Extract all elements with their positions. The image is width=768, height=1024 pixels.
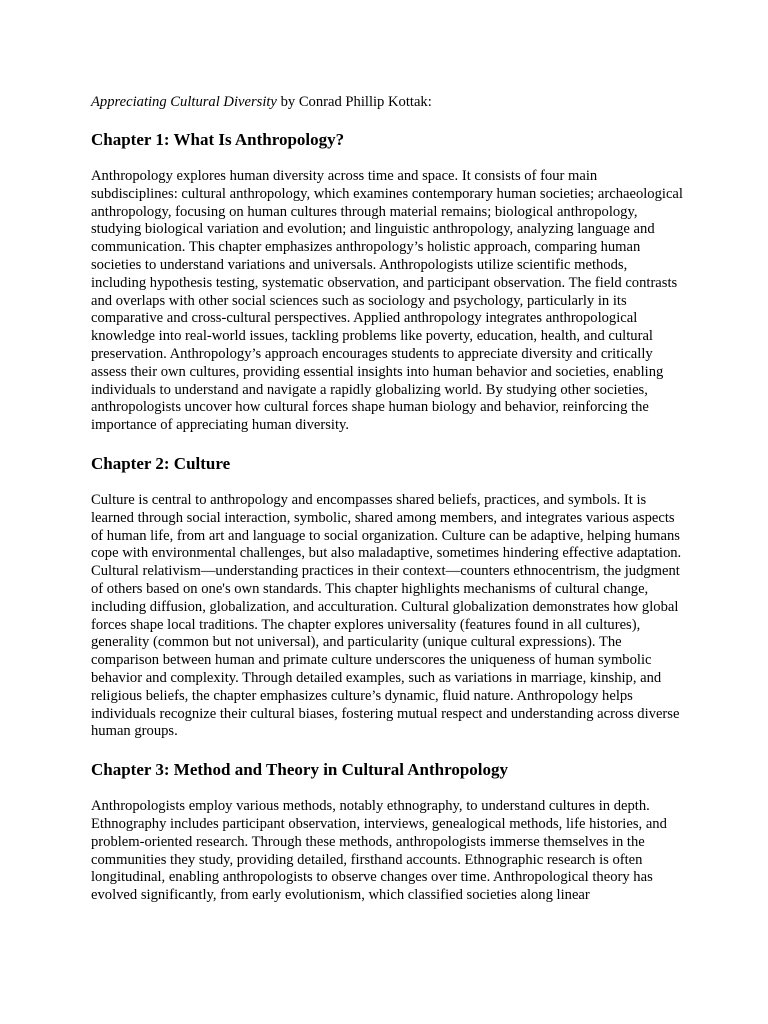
document-intro [91,93,683,111]
chapter-1-body: Anthropology explores human diversity across time and space. It consists of four main subdisciplines: cultural anthropology, which examines contemporary human societies; archaeological anthropology, focusing on human cultures through material remains; biological anthropology, studying biological variation and evolution; and linguistic anthropology, analyzing language and communication. This chapter emphasizes anthropology’s holistic approach, comparing human societies to understand variations and universals. Anthropologists utilize scientific methods, including hypothesis testing, systematic observation, and participant observation. The field contrasts and overlaps with other social sciences such as sociology and psychology, particularly in its comparative and cross-cultural perspectives. Applied anthropology integrates anthropological knowledge into real-world issues, tackling problems like poverty, education, health, and cultural preservation. Anthropology’s approach encourages students to appreciate diversity and critically assess their own cultures, providing essential insights into human behavior and societies, enabling individuals to understand and navigate a rapidly globalizing world. By studying other societies, anthropologists uncover how cultural forces shape human biology and behavior, reinforcing the importance of appreciating human diversity. [91,168,683,434]
document-content [91,93,683,905]
chapter-3-body: Anthropologists employ various methods, notably ethnography, to understand cultures in depth. Ethnography includes participant observation, interviews, genealogical methods, life histories, and problem-oriented research. Through these methods, anthropologists immerse themselves in the communities they study, providing detailed, firsthand accounts. Ethnographic research is often longitudinal, enabling anthropologists to observe changes over time. Anthropological theory has evolved significantly, from early evolutionism, which classified societies along linear [91,798,667,904]
chapter-2-body: Culture is central to anthropology and encompasses shared beliefs, practices, and symbols. It is learned through social interaction, symbolic, shared among members, and integrates various aspects of human life, from art and language to social organization. Culture can be adaptive, helping humans cope with environmental challenges, but also maladaptive, sometimes hindering effective adaptation. Cultural relativism—understanding practices in their context—counters ethnocentrism, the judgment of others based on one's own standards. This chapter highlights mechanisms of cultural change, including diffusion, globalization, and acculturation. Cultural globalization demonstrates how global forces shape local traditions. The chapter explores universality (features found in all cultures), generality (common but not universal), and particularity (unique cultural expressions). The comparison between human and primate culture underscores the uniqueness of human symbolic behavior and complexity. Through detailed examples, such as variations in marriage, kinship, and religious beliefs, the chapter emphasizes culture’s dynamic, fluid nature. Anthropology helps individuals recognize their cultural biases, fostering mutual respect and understanding across diverse human groups. [91,491,682,740]
chapter-1-heading: Chapter 1: What Is Anthropology? [91,130,345,149]
book-byline: by Conrad Phillip Kottak: [276,94,432,110]
chapter-2-heading: Chapter 2: Culture [91,453,231,473]
book-title: Appreciating Cultural Diversity [91,94,277,110]
chapter-3-heading: Chapter 3: Method and Theory in Cultural Anthropology [91,760,509,780]
